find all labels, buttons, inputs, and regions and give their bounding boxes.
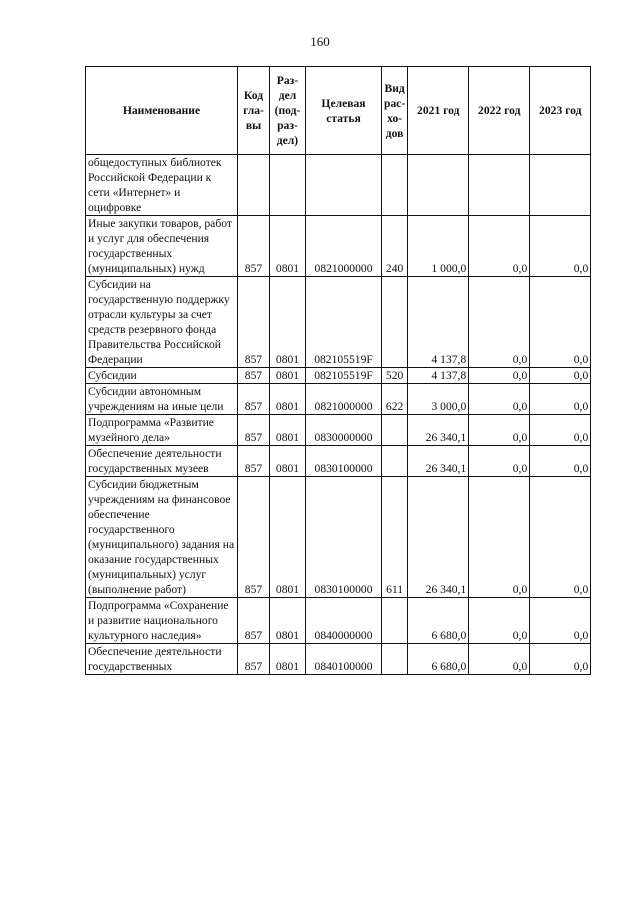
row-2021: 6 680,0 [408, 598, 469, 644]
row-vid [382, 644, 408, 675]
header-2023: 2023 год [530, 67, 591, 155]
row-2022 [469, 155, 530, 216]
header-razdel: Раз- дел (под- раз- дел) [270, 67, 306, 155]
table-row [86, 598, 591, 644]
header-vid: Вид рас- хо- дов [382, 67, 408, 155]
row-vid [382, 446, 408, 477]
row-2022: 0,0 [469, 598, 530, 644]
row-2022: 0,0 [469, 415, 530, 446]
row-2023: 0,0 [530, 477, 591, 598]
row-2021: 1 000,0 [408, 216, 469, 277]
row-2021: 26 340,1 [408, 415, 469, 446]
row-glava: 857 [238, 598, 270, 644]
row-razdel: 0801 [270, 415, 306, 446]
header-celevaya: Целевая статья [306, 67, 382, 155]
row-razdel [270, 155, 306, 216]
row-celevaya: 0830000000 [306, 415, 382, 446]
row-vid: 622 [382, 384, 408, 415]
row-vid: 240 [382, 216, 408, 277]
row-2021: 26 340,1 [408, 446, 469, 477]
row-2021: 4 137,8 [408, 368, 469, 384]
row-2022: 0,0 [469, 644, 530, 675]
row-2023: 0,0 [530, 216, 591, 277]
row-glava: 857 [238, 446, 270, 477]
table-row [86, 415, 591, 446]
row-2023: 0,0 [530, 446, 591, 477]
row-name: Субсидии [86, 368, 238, 384]
header-2021: 2021 год [408, 67, 469, 155]
row-name: Подпрограмма «Развитие музейного дела» [86, 415, 238, 446]
row-celevaya: 0840100000 [306, 644, 382, 675]
row-celevaya: 0821000000 [306, 216, 382, 277]
row-name: Иные закупки товаров, работ и услуг для обеспечения государственных (муниципальных) нужд [86, 216, 238, 277]
row-razdel: 0801 [270, 598, 306, 644]
row-glava: 857 [238, 644, 270, 675]
row-razdel: 0801 [270, 644, 306, 675]
row-name: Субсидии бюджетным учреждениям на финансовое обеспечение государственного (муниципального) задания на оказание государственных (муниципальных) услуг (выполнение работ) [86, 477, 238, 598]
table-row [86, 216, 591, 277]
row-celevaya: 082105519F [306, 277, 382, 368]
row-2022: 0,0 [469, 216, 530, 277]
row-2022: 0,0 [469, 477, 530, 598]
row-razdel: 0801 [270, 477, 306, 598]
row-glava: 857 [238, 477, 270, 598]
row-2021: 3 000,0 [408, 384, 469, 415]
header-code-glavy: Код гла- вы [238, 67, 270, 155]
row-2023: 0,0 [530, 598, 591, 644]
row-celevaya: 0840000000 [306, 598, 382, 644]
row-2021 [408, 155, 469, 216]
row-2023: 0,0 [530, 384, 591, 415]
row-celevaya [306, 155, 382, 216]
table-row [86, 384, 591, 415]
row-vid [382, 598, 408, 644]
table-row [86, 477, 591, 598]
row-razdel: 0801 [270, 446, 306, 477]
table-row [86, 644, 591, 675]
row-celevaya: 0830100000 [306, 477, 382, 598]
row-2021: 6 680,0 [408, 644, 469, 675]
row-name: Субсидии автономным учреждениям на иные цели [86, 384, 238, 415]
table-header-row [86, 67, 591, 155]
row-glava [238, 155, 270, 216]
row-celevaya: 0830100000 [306, 446, 382, 477]
table-row [86, 155, 591, 216]
table-row [86, 277, 591, 368]
row-razdel: 0801 [270, 277, 306, 368]
row-2021: 26 340,1 [408, 477, 469, 598]
row-razdel: 0801 [270, 368, 306, 384]
row-vid: 611 [382, 477, 408, 598]
row-2022: 0,0 [469, 446, 530, 477]
row-name: общедоступных библиотек Российской Федерации к сети «Интернет» и оцифровке [86, 155, 238, 216]
row-razdel: 0801 [270, 216, 306, 277]
budget-table [85, 66, 591, 675]
row-name: Обеспечение деятельности государственных [86, 644, 238, 675]
row-2021: 4 137,8 [408, 277, 469, 368]
row-2023: 0,0 [530, 277, 591, 368]
row-vid [382, 415, 408, 446]
row-glava: 857 [238, 384, 270, 415]
header-2022: 2022 год [469, 67, 530, 155]
header-name: Наименование [86, 67, 238, 155]
row-2023: 0,0 [530, 368, 591, 384]
row-2023 [530, 155, 591, 216]
row-glava: 857 [238, 277, 270, 368]
row-2023: 0,0 [530, 644, 591, 675]
row-name: Подпрограмма «Сохранение и развитие национального культурного наследия» [86, 598, 238, 644]
row-glava: 857 [238, 368, 270, 384]
row-razdel: 0801 [270, 384, 306, 415]
row-vid: 520 [382, 368, 408, 384]
table-row [86, 368, 591, 384]
table-row [86, 446, 591, 477]
row-celevaya: 0821000000 [306, 384, 382, 415]
row-name: Субсидии на государственную поддержку отрасли культуры за счет средств резервного фонда Правительства Российской Федерации [86, 277, 238, 368]
row-2022: 0,0 [469, 368, 530, 384]
row-glava: 857 [238, 216, 270, 277]
row-2023: 0,0 [530, 415, 591, 446]
row-2022: 0,0 [469, 277, 530, 368]
row-vid [382, 277, 408, 368]
row-glava: 857 [238, 415, 270, 446]
page-number: 160 [310, 34, 330, 49]
row-celevaya: 082105519F [306, 368, 382, 384]
row-2022: 0,0 [469, 384, 530, 415]
row-vid [382, 155, 408, 216]
row-name: Обеспечение деятельности государственных музеев [86, 446, 238, 477]
